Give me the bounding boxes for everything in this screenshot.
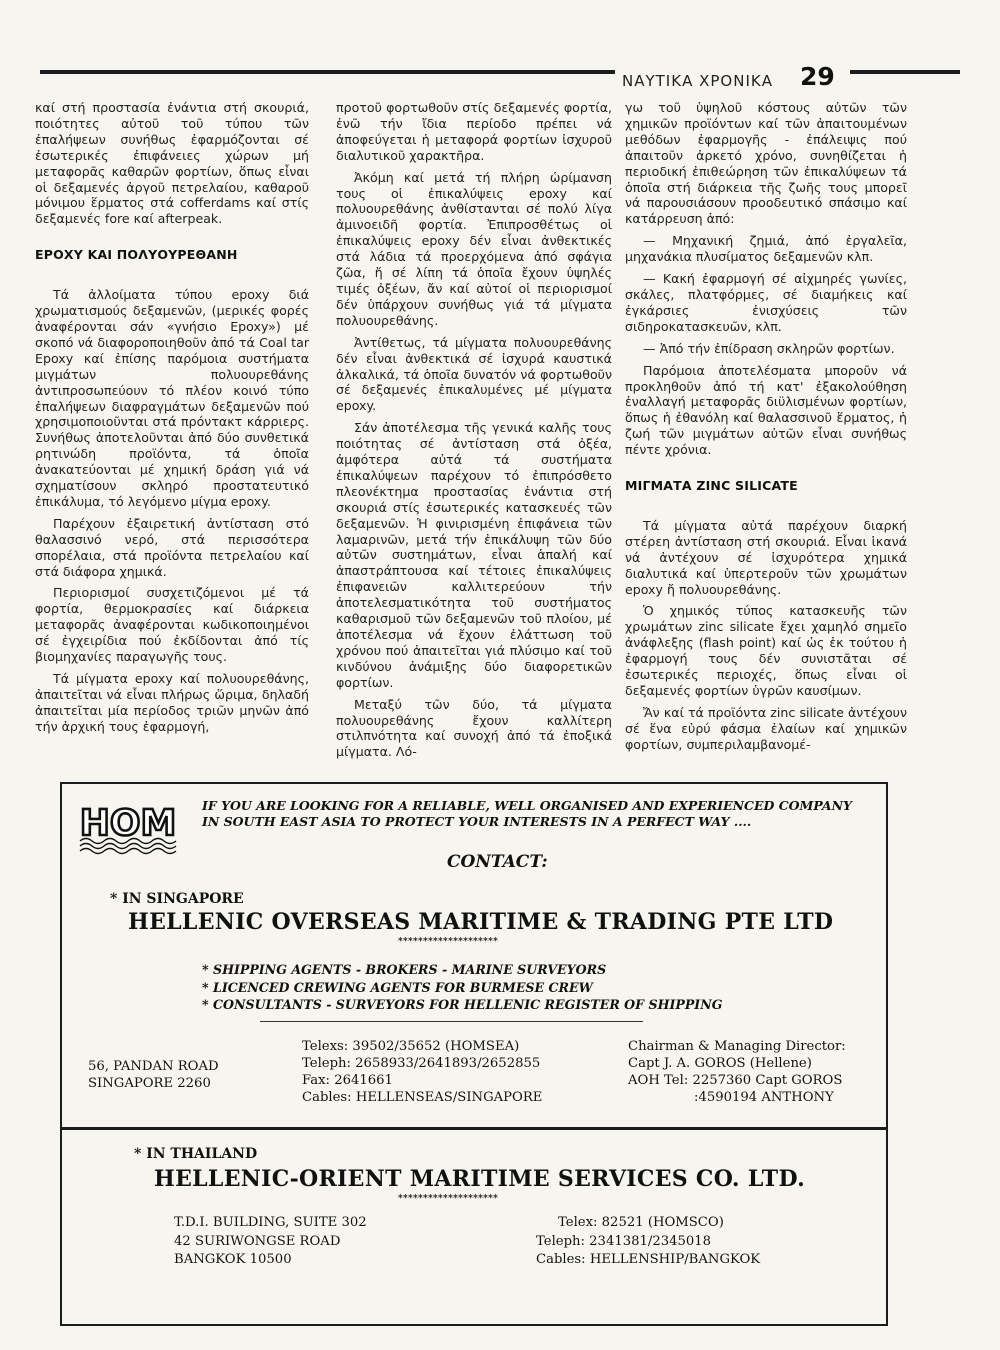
- article-column-1: [35, 100, 309, 741]
- paragraph: Ἀκόμη καί μετά τή πλήρη ὡρίμανση τους οἱ ἐπικαλύψεις epoxy καί πολυουρεθάνης ἀνθίστανται σέ πολύ λίγα ἀμινοειδῆ φορτία. Ἐπιπροσθέτως οἱ ἐπικαλύψεις epoxy δέν εἶναι ἀνθεκτικές στά λάδια τά προερχόμενα ἀπό σφάγια ζῶα, ἤ σέ λίπη τά ὁποῖα ἔχουν ὑψηλές τιμές ὀξέων, ἄν καί αὐτοί οἱ περιορισμοί δέν ὑπάρχουν συνήθως γιά τά μίγματα πολυουρεθάνης.: [336, 169, 612, 328]
- service-item: * CONSULTANTS - SURVEYORS FOR HELLENIC REGISTER OF SHIPPING: [202, 997, 723, 1012]
- paragraph: — Ἀπό τήν ἐπίδραση σκληρῶν φορτίων.: [643, 340, 895, 356]
- directors-singapore: [628, 1038, 846, 1106]
- director-line: Capt J. A. GOROS (Hellene): [628, 1056, 812, 1071]
- contact-line: Teleph: 2658933/2641893/2652855: [302, 1056, 541, 1071]
- paragraph: Τά ἀλλοίματα τύπου epoxy διά χρωματισμούς δεξαμενῶν, (μερικές φορές ἀναφέρονται σάν «γνήσιο Epoxy») μέ σκοπό νά διαφοροποιηθοῦν ἀπό τά Coal tar Epoxy καί ἐπίσης παρόμοια συστήματα μιγμάτων πολυουρεθάνης ἀντιπροσωπεύουν τό πλέον κοινό τύπο ἐπαλήψεων διαφραγμάτων δεξαμενῶν πού χρησιμοποιοῦνται στά πρόντακτ κάρριερς. Συνήθως ἀποτελοῦνται ἀπό δύο συνθετικά ρητινώδη προϊόντα, τά ὁποῖα ἀνακατεύονται μέ χημική δράση γιά νά σχηματίσουν σκληρό προστατευτικό ἐπικάλυμα, τό λεγόμενο μίγμα epoxy.: [35, 287, 309, 509]
- contacts-thailand: [536, 1214, 760, 1270]
- service-item: * LICENCED CREWING AGENTS FOR BURMESE CREW: [202, 979, 593, 995]
- contacts-singapore: [302, 1038, 542, 1106]
- address-singapore: [88, 1058, 219, 1092]
- paragraph: καί στή προστασία ἐνάντια στή σκουριά, ποιότητες αὐτοῦ τοῦ τύπου τῶν ἐπαλήψεων συνήθως ἐφαρμόζονται σέ ἐσωτερικές ἐπιφάνειες χώρων μή μεταφορᾶς καθαρῶν φορτίων, ὅπως εἶναι οἱ δεξαμενές ἀργοῦ πετρελαίου, καθαροῦ μόνιμου ἕρματος στά cofferdams καί στίς δεξαμενές fore καί afterpeak.: [35, 100, 309, 227]
- paragraph: — Κακή ἐφαρμογή σέ αἰχμηρές γωνίες, σκάλες, πλατφόρμες, σέ διαμήκεις καί ἐγκάρσιες ἐνισχύσεις τῶν σιδηροκατασκευῶν, κλπ.: [625, 271, 907, 334]
- paragraph: Ὁ χημικός τύπος κατασκευῆς τῶν χρωμάτων zinc silicate ἔχει χαμηλό σημεῖο ἀνάφλεξης (flash point) καί ὡς ἐκ τούτου ἡ ἐφαρμογή τους δέν συνιστᾶται σέ ἐσωτερικές περιοχές, ὅπως εἶναι οἱ δεξαμενές φορτίων ὑγρῶν καυσίμων.: [625, 603, 907, 698]
- company-name-singapore: HELLENIC OVERSEAS MARITIME & TRADING PTE LTD: [128, 909, 834, 935]
- paragraph: προτοῦ φορτωθοῦν στίς δεξαμενές φορτία, ἐνῶ τήν ἴδια περίοδο πρέπει νά ἀποφεύγεται ἡ μεταφορά φορτίων ἰσχυροῦ διαλυτικοῦ χαρακτῆρα.: [336, 100, 612, 163]
- address-line: 56, PANDAN ROAD: [88, 1059, 219, 1074]
- header-rule-left: [40, 70, 615, 74]
- article-column-2: [336, 100, 612, 766]
- director-line: :4590194 ANTHONY: [694, 1090, 834, 1105]
- director-line: Chairman & Managing Director:: [628, 1039, 846, 1054]
- services-list: [202, 961, 722, 1014]
- paragraph: Σάν ἀποτέλεσμα τῆς γενικά καλῆς τους ποιότητας σέ ἀντίσταση στά ὀξέα, ἀμφότερα αὐτά τά συστήματα ἐπικαλύψεων παρέχουν τό ἐπιπρόσθετο πλεονέκτημα προστασίας ἐνάντια στή σκουριά στίς ἐσωτερικές κατασκευές τῶν δεξαμενῶν. Ἡ φινιρισμένη ἐπιφάνεια τῶν λαμαρινῶν, μετά τήν ἐπικάλυψη τῶν δύο αὐτῶν συστημάτων, εἶναι ἁπαλή καί ἀπαστράπτουσα καί τέτοιες ἐπικαλύψεις ἐπιφανειῶν καλλιτερεύουν τήν ἀποτελεσματικότητα τοῦ συστήματος καθαρισμοῦ τῶν δεξαμενῶν τοῦ πλοίου, μέ ἀποτέλεσμα νά ἔχουν ἐλάττωση τοῦ χρόνου πού ἀπαιτεῖται γιά πλύσιμο καί τοῦ κινδύνου ἀνάμιξης δύο διαφορετικῶν φορτίων.: [336, 420, 612, 690]
- contact-line: Teleph: 2341381/2345018: [536, 1233, 712, 1249]
- advertisement-box: [60, 782, 888, 1326]
- stars-divider: ********************: [398, 937, 499, 947]
- paragraph: Μεταξύ τῶν δύο, τά μίγματα πολυουρεθάνης ἔχουν καλλίτερη στιλπνότητα καί συνοχή ἀπό τά ἐποξικά μίγματα. Λό-: [336, 696, 612, 760]
- director-line: AOH Tel: 2257360 Capt GOROS: [628, 1073, 843, 1088]
- company-name-thailand: HELLENIC-ORIENT MARITIME SERVICES CO. LTD.: [154, 1166, 806, 1192]
- paragraph: γω τοῦ ὑψηλοῦ κόστους αὐτῶν τῶν χημικῶν προϊόντων καί τῶν ἀπαιτουμένων μεθόδων ἐφαρμογῆς - ἐπάλειψις πού ἀπαιτοῦν ἀρκετό χρόνο, συνηθίζεται ἡ περιοδική ἐπιθεώρηση τῶν ἐπικαλύψεων τά ὁποῖα στή διάρκεια τῆς ζωῆς τους μπορεῖ νά παρουσιάσουν προοδευτικό σπάσιμο καί κατάρρευση ἀπό:: [625, 100, 907, 227]
- ad-contact-heading: CONTACT:: [447, 852, 548, 872]
- paragraph: Παρέχουν ἐξαιρετική ἀντίσταση στό θαλασσινό νερό, στά περισσότερα σποpέλαια, στά προϊόντα πετρελαίου καί στά διάφορα χημικά.: [35, 515, 309, 579]
- paragraph: Τά μίγματα αὐτά παρέχουν διαρκή στέρεη ἀντίσταση στή σκουριά. Εἶναι ἱκανά νά ἀντέχουν σέ ἰσχυρότερα χημικά διαλυτικά καί ὑπερτεροῦν τῶν χρωμάτων epoxy ἤ πολυουρεθάνης.: [625, 517, 907, 597]
- address-line: T.D.I. BUILDING, SUITE 302: [174, 1215, 367, 1230]
- divider-line: [260, 1021, 643, 1022]
- paragraph: Ἀντίθετως, τά μίγματα πολυουρεθάνης δέν εἶναι ἀνθεκτικά σέ ἰσχυρά καυστικά ἀλκαλικά, τά ὁποῖα δυνατόν νά φορτωθοῦν σέ δεξαμενές ἐπικαλυμένες μέ μίγματα epoxy.: [336, 334, 612, 414]
- stars-divider: ********************: [398, 1194, 499, 1204]
- region-label-thailand: * IN THAILAND: [134, 1146, 258, 1162]
- contact-line: Fax: 2641661: [302, 1073, 393, 1088]
- region-label-singapore: * IN SINGAPORE: [110, 891, 244, 907]
- contact-line: Cables: HELLENSHIP/BANGKOK: [536, 1252, 761, 1267]
- page-number: 29: [800, 62, 835, 91]
- address-thailand: [174, 1214, 367, 1270]
- header-rule-right: [850, 70, 960, 74]
- section-divider: [62, 1127, 886, 1130]
- hom-logo: [78, 797, 178, 855]
- contact-line: Telexs: 39502/35652 (HOMSEA): [302, 1039, 520, 1054]
- svg-text:HOM: HOM: [79, 803, 177, 844]
- address-line: 42 SURIWONGSE ROAD: [174, 1233, 341, 1249]
- section-heading-zinc-silicate: ΜΙΓΜΑΤΑ ZINC SILICATE: [625, 478, 798, 494]
- magazine-title: ΝΑΥΤΙΚΑ ΧΡΟΝΙΚΑ: [622, 72, 773, 90]
- address-line: SINGAPORE 2260: [88, 1076, 211, 1091]
- paragraph: — Μηχανική ζημιά, ἀπό ἐργαλεῖα, μηχανάκια πλυσίματος δεξαμενῶν κλπ.: [625, 233, 907, 265]
- address-line: BANGKOK 10500: [174, 1252, 292, 1267]
- paragraph: Παρόμοια ἀποτελέσματα μποροῦν νά προκληθοῦν ἀπό τή κατ' ἐξακολούθηση ἐναλλαγή μεταφορᾶς διϋλισμένων φορτίων, ὅπως ἡ ἐθανόλη καί θαλασσινοῦ ἕρματος, ἡ ζωή τῶν μιγμάτων αὐτῶν εἶναι συνήθως πέντε χρόνια.: [625, 362, 907, 458]
- contact-line: Telex: 82521 (HOMSCO): [558, 1215, 724, 1230]
- contact-line: Cables: HELLENSEAS/SINGAPORE: [302, 1090, 543, 1105]
- paragraph: Ἄν καί τά προϊόντα zinc silicate ἀντέχουν σέ ἕνα εὐρύ φάσμα ἐλαίων καί χημικῶν φορτίων, συμπεριλαμβανομέ-: [625, 704, 907, 752]
- service-item: * SHIPPING AGENTS - BROKERS - MARINE SURVEYORS: [202, 962, 607, 977]
- paragraph: Περιορισμοί συσχετιζόμενοι μέ τά φορτία, θερμοκρασίες καί διάρκεια μεταφορᾶς ἀναφέρονται κωδικοποιημένοι σέ ἐγχειρίδια πού ἐκδίδονται ἀπό τίς βιομηχανίες παραγωγῆς τους.: [35, 585, 309, 665]
- paragraph: Τά μίγματα epoxy καί πολυουρεθάνης, ἀπαιτεῖται νά εἶναι πλήρως ὥριμα, δηλαδή ἀπαιτεῖται μία περίοδος τριῶν μηνῶν ἀπό τήν ἀρχική τους ἐφαρμογή,: [35, 671, 309, 734]
- ad-intro-text: IF YOU ARE LOOKING FOR A RELIABLE, WELL ORGANISED AND EXPERIENCED COMPANY IN SOUTH EAST ASIA TO PROTECT YOUR INTERESTS IN A PERFECT WAY ....: [202, 798, 852, 829]
- article-column-3: [625, 100, 907, 759]
- section-heading-epoxy: ΕΡΟΧΥ ΚΑΙ ΠΟΛΥΟΥΡΕΘΑΝΗ: [35, 247, 238, 263]
